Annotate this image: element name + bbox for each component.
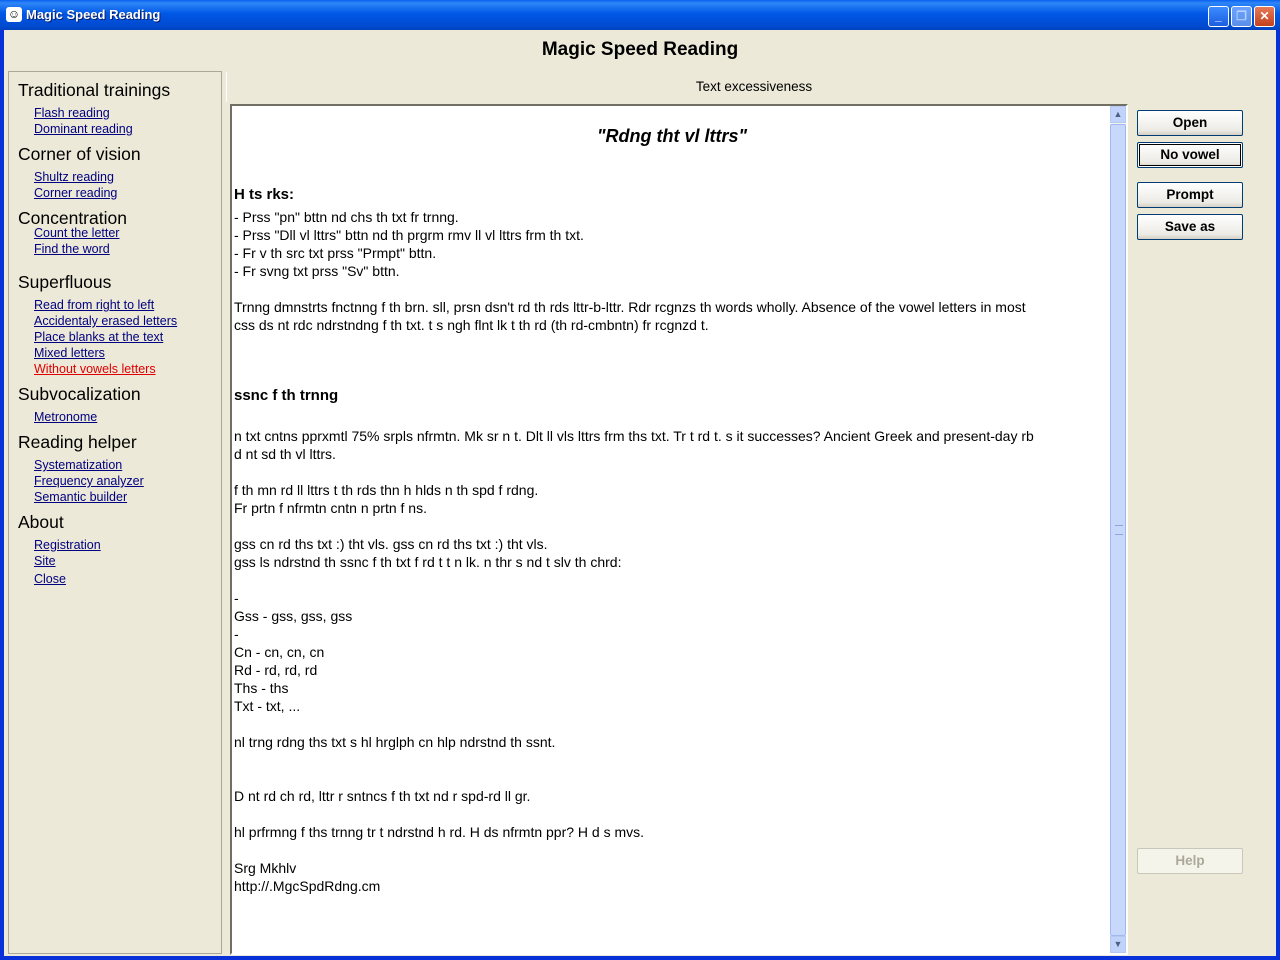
text-line: Rd - rd, rd, rd	[234, 662, 318, 678]
sidebar-item-close[interactable]: Close	[34, 572, 66, 586]
text-line: Txt - txt, ...	[234, 698, 301, 714]
sidebar	[8, 71, 222, 954]
text-line: Ths - ths	[234, 680, 289, 696]
app-header-title: Magic Speed Reading	[541, 39, 739, 60]
sidebar-item-without-vowels[interactable]: Without vowels letters	[34, 362, 156, 376]
section-traditional-trainings: Traditional trainings	[18, 80, 171, 100]
scroll-down-arrow-icon[interactable]: ▼	[1110, 936, 1126, 953]
app-icon: ☺	[7, 7, 21, 21]
sidebar-item-frequency-analyzer[interactable]: Frequency analyzer	[34, 474, 144, 488]
text-line: - Fr svng txt prss "Sv" bttn.	[234, 263, 400, 279]
prompt-button[interactable]: Prompt	[1137, 182, 1243, 208]
sidebar-item-read-right-to-left[interactable]: Read from right to left	[34, 298, 155, 312]
text-line: Srg Mkhlv	[234, 860, 297, 876]
text-heading: ssnc f th trnng	[234, 387, 339, 404]
text-line: gss ls ndrstnd th ssnc f th txt f rd t t n lk. n thr s nd t slv th chrd:	[234, 554, 622, 570]
sidebar-item-site[interactable]: Site	[34, 554, 56, 568]
text-line: Trnng dmnstrts fnctnng f th brn. sll, prsn dsn't rd th rds lttr-b-lttr. Rdr rcgnzs th words wholly. Absence of the vowel letters in most	[234, 299, 1026, 315]
text-line: d nt sd th vl lttrs.	[234, 446, 336, 462]
section-subvocalization: Subvocalization	[18, 384, 141, 404]
sidebar-item-systematization[interactable]: Systematization	[34, 458, 123, 472]
sidebar-item-place-blanks[interactable]: Place blanks at the text	[34, 330, 164, 344]
vertical-scrollbar[interactable]	[1110, 106, 1126, 953]
text-line: css ds nt rdc ndrstndng f th txt. t s ngh flnt lk t th rd (th rd-cmbntn) fr rcgnzd t.	[234, 317, 709, 333]
sidebar-item-semantic-builder[interactable]: Semantic builder	[34, 490, 128, 504]
section-concentration: Concentration	[18, 208, 127, 228]
text-area[interactable]	[230, 104, 1128, 955]
text-line: f th mn rd ll lttrs t th rds thn h hlds n th spd f rdng.	[234, 482, 539, 498]
sidebar-item-shultz-reading[interactable]: Shultz reading	[34, 170, 114, 184]
help-button[interactable]: Help	[1137, 848, 1243, 874]
scroll-thumb[interactable]	[1110, 124, 1126, 936]
sidebar-item-find-the-word[interactable]: Find the word	[34, 242, 110, 256]
open-button[interactable]: Open	[1137, 110, 1243, 136]
sidebar-item-registration[interactable]: Registration	[34, 538, 101, 552]
maximize-button[interactable]: ❐	[1231, 6, 1252, 27]
document-title: "Rdng tht vl lttrs"	[596, 126, 748, 146]
scroll-up-arrow-icon[interactable]: ▲	[1110, 106, 1126, 123]
sidebar-item-corner-reading[interactable]: Corner reading	[34, 186, 118, 200]
save-as-button[interactable]: Save as	[1137, 214, 1243, 240]
no-vowel-button[interactable]: No vowel	[1137, 142, 1243, 168]
section-about: About	[18, 512, 64, 532]
sidebar-item-metronome[interactable]: Metronome	[34, 410, 98, 424]
text-line: nl trng rdng ths txt s hl hrglph cn hlp ndrstnd th ssnt.	[234, 734, 556, 750]
content-header: Text excessiveness	[226, 72, 1280, 102]
text-line: Fr prtn f nfrmtn cntn n prtn f ns.	[234, 500, 427, 516]
text-line: -	[234, 590, 239, 606]
section-superfluous: Superfluous	[18, 272, 112, 292]
text-line: Gss - gss, gss, gss	[234, 608, 353, 624]
text-line: hl prfrmng f ths trnng tr t ndrstnd h rd. H ds nfrmtn ppr? H d s mvs.	[234, 824, 645, 840]
text-line: H ts rks:	[234, 186, 295, 203]
text-line: http://.MgcSpdRdng.cm	[234, 878, 381, 894]
text-line: n txt cntns pprxmtl 75% srpls nfrmtn. Mk sr n t. Dlt ll vls lttrs frm ths txt. Tr t rd t. s it successes? Ancient Greek and present-day rb	[234, 428, 1034, 444]
text-line: -	[234, 626, 239, 642]
sidebar-item-erased-letters[interactable]: Accidentaly erased letters	[34, 314, 178, 328]
close-window-button[interactable]: ✕	[1254, 6, 1275, 27]
text-line: D nt rd ch rd, lttr r sntncs f th txt nd r spd-rd ll gr.	[234, 788, 531, 804]
sidebar-item-dominant-reading[interactable]: Dominant reading	[34, 122, 133, 136]
title-bar[interactable]	[0, 0, 1280, 30]
text-line: Cn - cn, cn, cn	[234, 644, 325, 660]
section-reading-helper: Reading helper	[18, 432, 137, 452]
text-line: gss cn rd ths txt :) tht vls. gss cn rd ths txt :) tht vls.	[234, 536, 548, 552]
minimize-button[interactable]: _	[1208, 6, 1229, 27]
text-line: - Fr v th src txt prss "Prmpt" bttn.	[234, 245, 437, 261]
sidebar-item-flash-reading[interactable]: Flash reading	[34, 106, 110, 120]
sidebar-item-mixed-letters[interactable]: Mixed letters	[34, 346, 105, 360]
text-line: - Prss "Dll vl lttrs" bttn nd th prgrm rmv ll vl lttrs frm th txt.	[234, 227, 584, 243]
window-title: Magic Speed Reading	[26, 7, 161, 22]
section-corner-of-vision: Corner of vision	[18, 144, 141, 164]
text-line: - Prss "pn" bttn nd chs th txt fr trnng.	[234, 209, 459, 225]
sidebar-item-count-the-letter[interactable]: Count the letter	[34, 226, 120, 240]
grip-icon	[1115, 525, 1123, 535]
